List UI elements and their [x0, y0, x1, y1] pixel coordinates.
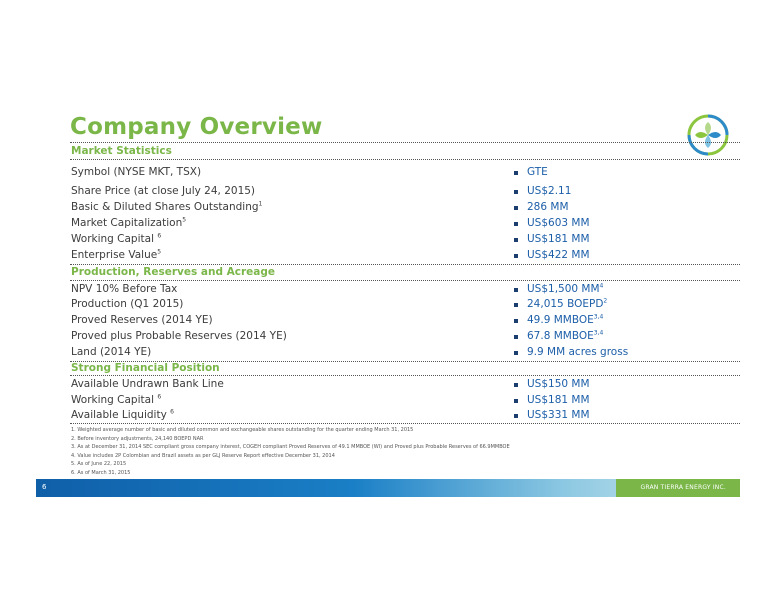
table-row: [71, 185, 740, 201]
bullet-icon: [514, 288, 518, 292]
row-value: GTE: [527, 166, 548, 178]
row-label: Working Capital $^6$: [71, 232, 162, 245]
bullet-icon: [514, 254, 518, 258]
bullet-icon: [514, 319, 518, 323]
footer-company-name: GRAN TIERRA ENERGY INC.: [640, 484, 726, 491]
section-heading-market-statistics: Market Statistics: [71, 145, 172, 157]
row-label: Land (2014 YE): [71, 346, 152, 358]
row-value: 24,015 BOEPD$^2$: [527, 297, 608, 310]
bullet-icon: [514, 383, 518, 387]
bullet-icon: [514, 399, 518, 403]
row-label: Production (Q1 2015): [71, 298, 184, 310]
row-label: Market Capitalization$^5$: [71, 216, 187, 229]
footnote: 6. As of March 31, 2015: [71, 469, 131, 476]
row-value: US$181 MM: [527, 394, 590, 406]
footnotes: [71, 426, 510, 478]
table-row: [71, 378, 740, 394]
row-label: Available Liquidity $^6$: [71, 408, 174, 421]
row-label: Symbol (NYSE MKT, TSX): [71, 166, 202, 178]
section-divider: [70, 375, 740, 376]
row-label: Working Capital $^6$: [71, 393, 162, 406]
table-row: [71, 346, 740, 362]
footnote: 5. As of June 22, 2015: [71, 461, 127, 468]
row-value: US$181 MM: [527, 233, 590, 245]
footnote: 1. Weighted average number of basic and diluted common and exchangeable shares outstanding for the quarter ending March 31, 2015: [71, 427, 414, 433]
company-logo-icon: [686, 113, 730, 157]
footer-bar: [36, 479, 740, 497]
title-divider: [70, 142, 740, 143]
bullet-icon: [514, 238, 518, 242]
table-row: [71, 217, 740, 233]
table-row: [71, 249, 740, 265]
bullet-icon: [514, 335, 518, 339]
footnote: 2. Before inventory adjustments, 24,140 BOEPD NAR: [71, 435, 204, 442]
footer-company-block: [616, 479, 740, 497]
table-row: [71, 330, 740, 346]
section-divider: [70, 280, 740, 281]
table-row: [71, 314, 740, 330]
bullet-icon: [514, 206, 518, 210]
table-row: [71, 298, 740, 314]
table-row: [71, 283, 740, 299]
row-label: NPV 10% Before Tax: [71, 283, 178, 295]
table-row: [71, 201, 740, 217]
bullet-icon: [514, 222, 518, 226]
section-divider: [70, 159, 740, 160]
row-value: 67.8 MMBOE$^{3,4}$: [527, 329, 604, 342]
table-bottom-divider: [70, 423, 740, 424]
table-row: [71, 166, 740, 182]
bullet-icon: [514, 351, 518, 355]
row-value: 286 MM: [527, 201, 569, 213]
row-value: US$331 MM: [527, 409, 590, 421]
footnote: 3. As at December 31, 2014 SEC compliant gross company interest, COGEH compliant Proved Reserves of 49.1 MMBOE (WI) and Proved plus Probable Reserves of 66.9MMBOE: [71, 444, 510, 451]
page-number: 6: [42, 483, 47, 491]
section-heading-production-reserves: Production, Reserves and Acreage: [71, 266, 275, 278]
bullet-icon: [514, 190, 518, 194]
row-value: US$422 MM: [527, 249, 590, 261]
bullet-icon: [514, 303, 518, 307]
row-value: 9.9 MM acres gross: [527, 346, 629, 358]
row-value: US$150 MM: [527, 378, 590, 390]
section-divider: [70, 264, 740, 265]
page-title: Company Overview: [70, 114, 323, 140]
footnote: 4. Value includes 2P Colombian and Brazil assets as per GLJ Reserve Report effective December 31, 2014: [71, 452, 335, 459]
row-value: US$1,500 $MM^4$: [527, 282, 604, 295]
bullet-icon: [514, 171, 518, 175]
row-label: Proved Reserves (2014 YE): [71, 314, 213, 326]
row-label: Basic & Diluted Shares Outstanding$^1$: [71, 200, 263, 213]
table-row: [71, 233, 740, 249]
row-label: Enterprise Value$^5$: [71, 248, 162, 261]
row-value: US$603 MM: [527, 217, 590, 229]
row-label: Available Undrawn Bank Line: [71, 378, 224, 390]
section-heading-financial-position: Strong Financial Position: [71, 362, 220, 374]
row-value: US$2.11: [527, 185, 572, 197]
row-label: Proved plus Probable Reserves (2014 YE): [71, 330, 287, 342]
row-value: 49.9 MMBOE$^{3,4}$: [527, 313, 604, 326]
row-label: Share Price (at close July 24, 2015): [71, 185, 256, 197]
bullet-icon: [514, 414, 518, 418]
